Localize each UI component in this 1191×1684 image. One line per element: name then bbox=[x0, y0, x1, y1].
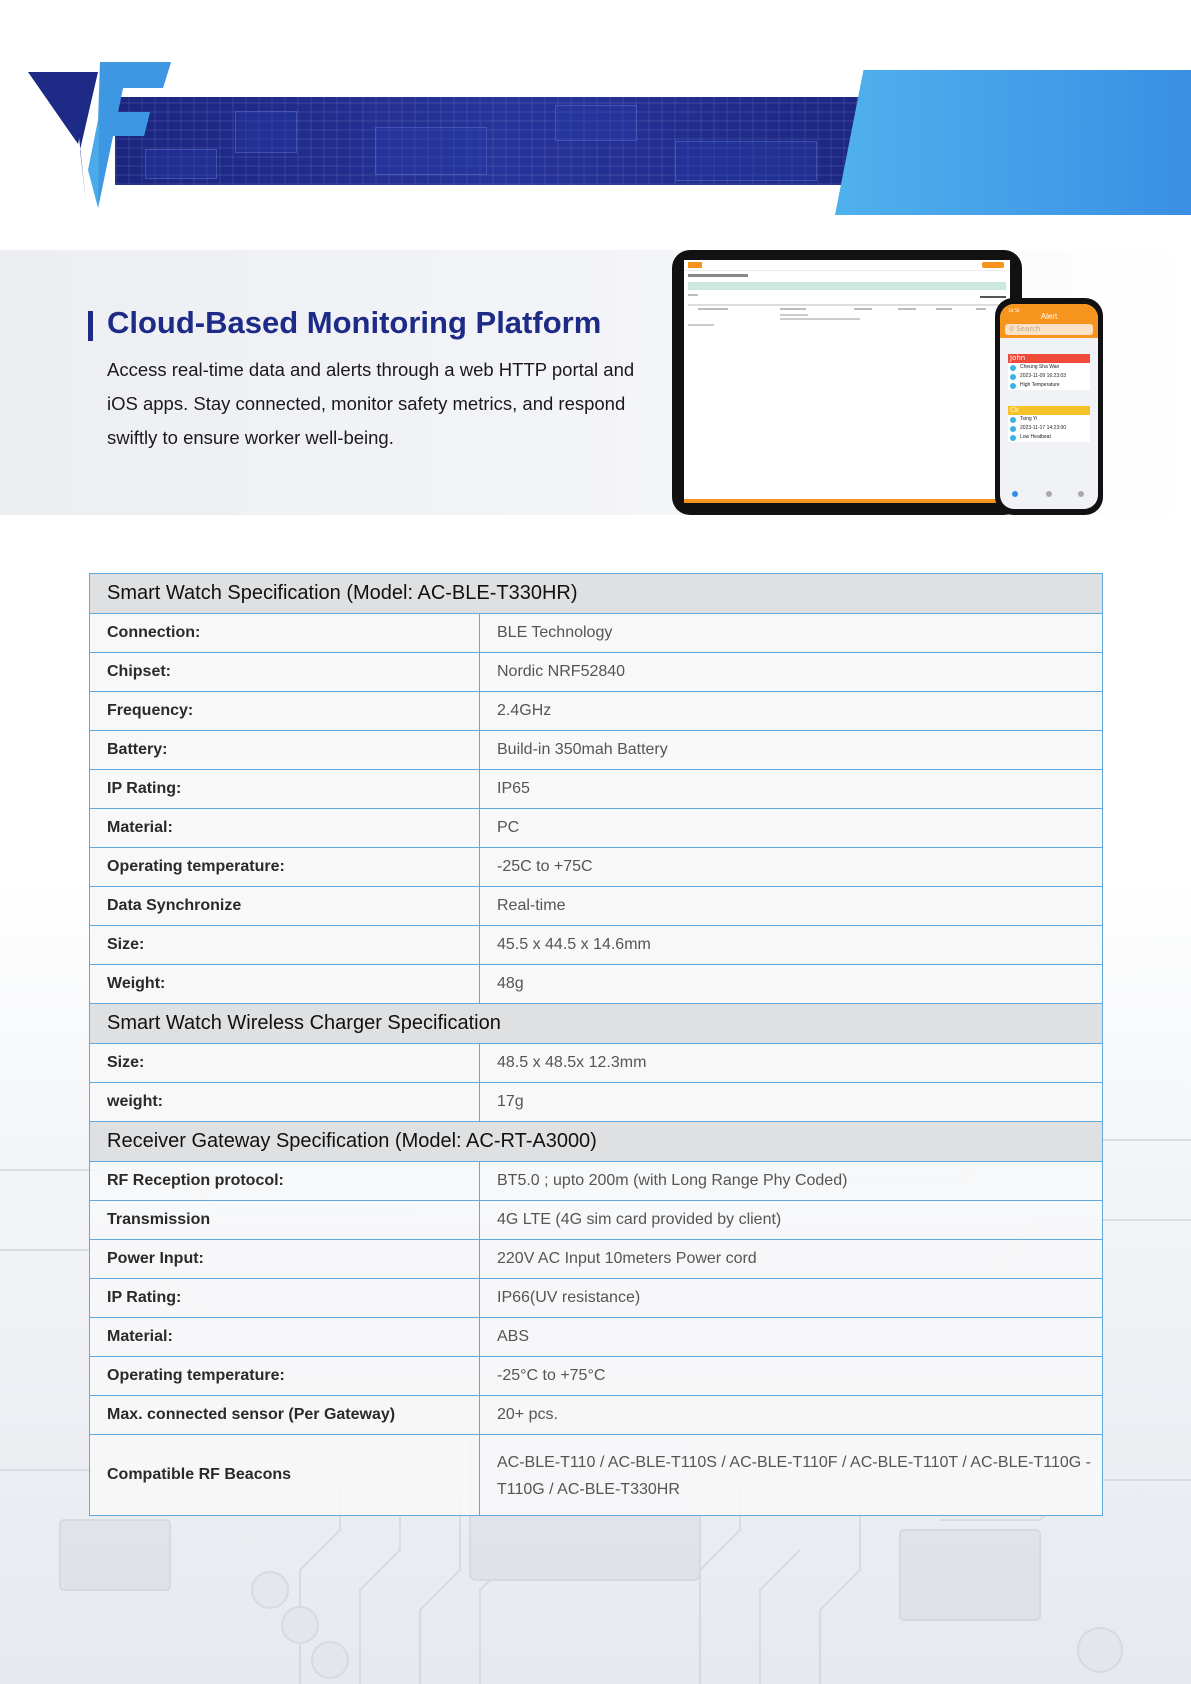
section-title: Receiver Gateway Specification (Model: AC-RT-A3000) bbox=[90, 1122, 1103, 1162]
company-logo bbox=[28, 60, 173, 210]
spec-label: Size: bbox=[90, 1044, 480, 1083]
spec-value: -25C to +75C bbox=[480, 848, 1103, 887]
spec-label: Power Input: bbox=[90, 1240, 480, 1279]
spec-label: Material: bbox=[90, 809, 480, 848]
table-row bbox=[90, 1162, 1103, 1201]
alert-name: Ck bbox=[1008, 406, 1090, 415]
spec-label: Compatible RF Beacons bbox=[90, 1435, 480, 1516]
spec-label: IP Rating: bbox=[90, 770, 480, 809]
spec-value: AC-BLE-T110 / AC-BLE-T110S / AC-BLE-T110F / AC-BLE-T110T / AC-BLE-T110G -T110G / AC-BLE-T330HR bbox=[480, 1435, 1103, 1516]
spec-label: Size: bbox=[90, 926, 480, 965]
app-search-field bbox=[1005, 324, 1093, 335]
alert-time: 2023-11-09 16:23:03 bbox=[1020, 373, 1067, 379]
table-row bbox=[90, 1044, 1103, 1083]
spec-label: Transmission bbox=[90, 1201, 480, 1240]
web-portal-logo bbox=[688, 262, 702, 268]
section-title: Smart Watch Wireless Charger Specification bbox=[90, 1004, 1103, 1044]
section-title: Smart Watch Specification (Model: AC-BLE-T330HR) bbox=[90, 574, 1103, 614]
tablet-mockup bbox=[672, 250, 1022, 515]
phone-mockup bbox=[995, 298, 1103, 515]
spec-label: Frequency: bbox=[90, 692, 480, 731]
table-row bbox=[90, 1318, 1103, 1357]
spec-value: 45.5 x 44.5 x 14.6mm bbox=[480, 926, 1103, 965]
warning-icon bbox=[1010, 383, 1016, 389]
phone-screen bbox=[1000, 304, 1098, 509]
specification-table bbox=[89, 573, 1103, 1516]
banner-accent-shape bbox=[835, 70, 1191, 215]
status-time: 18:58 bbox=[1008, 308, 1020, 313]
table-row bbox=[90, 1240, 1103, 1279]
table-row bbox=[90, 1357, 1103, 1396]
table-row bbox=[90, 965, 1103, 1004]
spec-label: Battery: bbox=[90, 731, 480, 770]
spec-value: Nordic NRF52840 bbox=[480, 653, 1103, 692]
spec-label: Material: bbox=[90, 1318, 480, 1357]
alert-name: John bbox=[1008, 354, 1090, 363]
spec-label: Weight: bbox=[90, 965, 480, 1004]
spec-value: IP66(UV resistance) bbox=[480, 1279, 1103, 1318]
spec-label: Max. connected sensor (Per Gateway) bbox=[90, 1396, 480, 1435]
spec-value: 220V AC Input 10meters Power cord bbox=[480, 1240, 1103, 1279]
tab-home-icon bbox=[1012, 491, 1018, 497]
table-row bbox=[90, 1083, 1103, 1122]
alert-time: 2023-11-17 14:23:00 bbox=[1020, 425, 1067, 431]
header-banner bbox=[0, 0, 1191, 230]
feature-title: Cloud-Based Monitoring Platform bbox=[107, 305, 602, 340]
spec-value: 4G LTE (4G sim card provided by client) bbox=[480, 1201, 1103, 1240]
table-row bbox=[90, 692, 1103, 731]
spec-value: 48.5 x 48.5x 12.3mm bbox=[480, 1044, 1103, 1083]
banner-band bbox=[115, 97, 905, 185]
alert-type: Low Heatbeat bbox=[1020, 434, 1051, 440]
search-placeholder: Search bbox=[1016, 325, 1041, 333]
app-title: Alert bbox=[1040, 312, 1058, 321]
spec-value: BT5.0 ; upto 200m (with Long Range Phy Coded) bbox=[480, 1162, 1103, 1201]
spec-value: Build-in 350mah Battery bbox=[480, 731, 1103, 770]
spec-label: Data Synchronize bbox=[90, 887, 480, 926]
tab-alert-icon bbox=[1046, 491, 1052, 497]
alert-person: Tsing Yi bbox=[1020, 416, 1038, 422]
title-accent-bar bbox=[88, 311, 93, 341]
table-row bbox=[90, 731, 1103, 770]
web-portal-nav bbox=[688, 274, 748, 277]
feature-description: Access real-time data and alerts through a web HTTP portal and iOS apps. Stay connected, monitor safety metrics, and respond swiftly to ensure worker well-being. bbox=[107, 359, 635, 448]
table-row bbox=[90, 614, 1103, 653]
alert-person: Cheung Sha Wan bbox=[1020, 364, 1060, 370]
spec-label: Operating temperature: bbox=[90, 1357, 480, 1396]
search-icon: ⚲ bbox=[1009, 325, 1017, 333]
table-row bbox=[90, 1435, 1103, 1516]
web-portal-button bbox=[982, 262, 1004, 268]
spec-label: RF Reception protocol: bbox=[90, 1162, 480, 1201]
table-section-header bbox=[90, 1004, 1103, 1044]
spec-value: Real-time bbox=[480, 887, 1103, 926]
alert-type: High Temperature bbox=[1020, 382, 1060, 388]
spec-label: weight: bbox=[90, 1083, 480, 1122]
table-row bbox=[90, 926, 1103, 965]
table-row bbox=[90, 1201, 1103, 1240]
spec-label: Operating temperature: bbox=[90, 848, 480, 887]
tablet-screen bbox=[684, 260, 1010, 503]
spec-value: ABS bbox=[480, 1318, 1103, 1357]
clock-icon bbox=[1010, 426, 1016, 432]
spec-value: 2.4GHz bbox=[480, 692, 1103, 731]
spec-value: PC bbox=[480, 809, 1103, 848]
spec-value: 48g bbox=[480, 965, 1103, 1004]
app-header bbox=[1000, 304, 1098, 338]
person-icon bbox=[1010, 417, 1016, 423]
table-section-header bbox=[90, 1122, 1103, 1162]
spec-value: BLE Technology bbox=[480, 614, 1103, 653]
spec-value: IP65 bbox=[480, 770, 1103, 809]
table-row bbox=[90, 809, 1103, 848]
spec-value: 20+ pcs. bbox=[480, 1396, 1103, 1435]
table-row bbox=[90, 653, 1103, 692]
alert-card bbox=[1008, 406, 1090, 442]
person-icon bbox=[1010, 365, 1016, 371]
table-row bbox=[90, 1279, 1103, 1318]
spec-value: -25°C to +75°C bbox=[480, 1357, 1103, 1396]
table-row bbox=[90, 1396, 1103, 1435]
warning-icon bbox=[1010, 435, 1016, 441]
tab-settings-icon bbox=[1078, 491, 1084, 497]
web-portal-notice bbox=[688, 282, 1006, 290]
web-portal-footer bbox=[684, 499, 1010, 503]
clock-icon bbox=[1010, 374, 1016, 380]
alert-card bbox=[1008, 354, 1090, 390]
spec-label: Connection: bbox=[90, 614, 480, 653]
spec-label: IP Rating: bbox=[90, 1279, 480, 1318]
table-row bbox=[90, 887, 1103, 926]
table-row bbox=[90, 770, 1103, 809]
web-portal-header bbox=[684, 260, 1010, 271]
spec-value: 17g bbox=[480, 1083, 1103, 1122]
spec-label: Chipset: bbox=[90, 653, 480, 692]
table-section-header bbox=[90, 574, 1103, 614]
table-row bbox=[90, 848, 1103, 887]
